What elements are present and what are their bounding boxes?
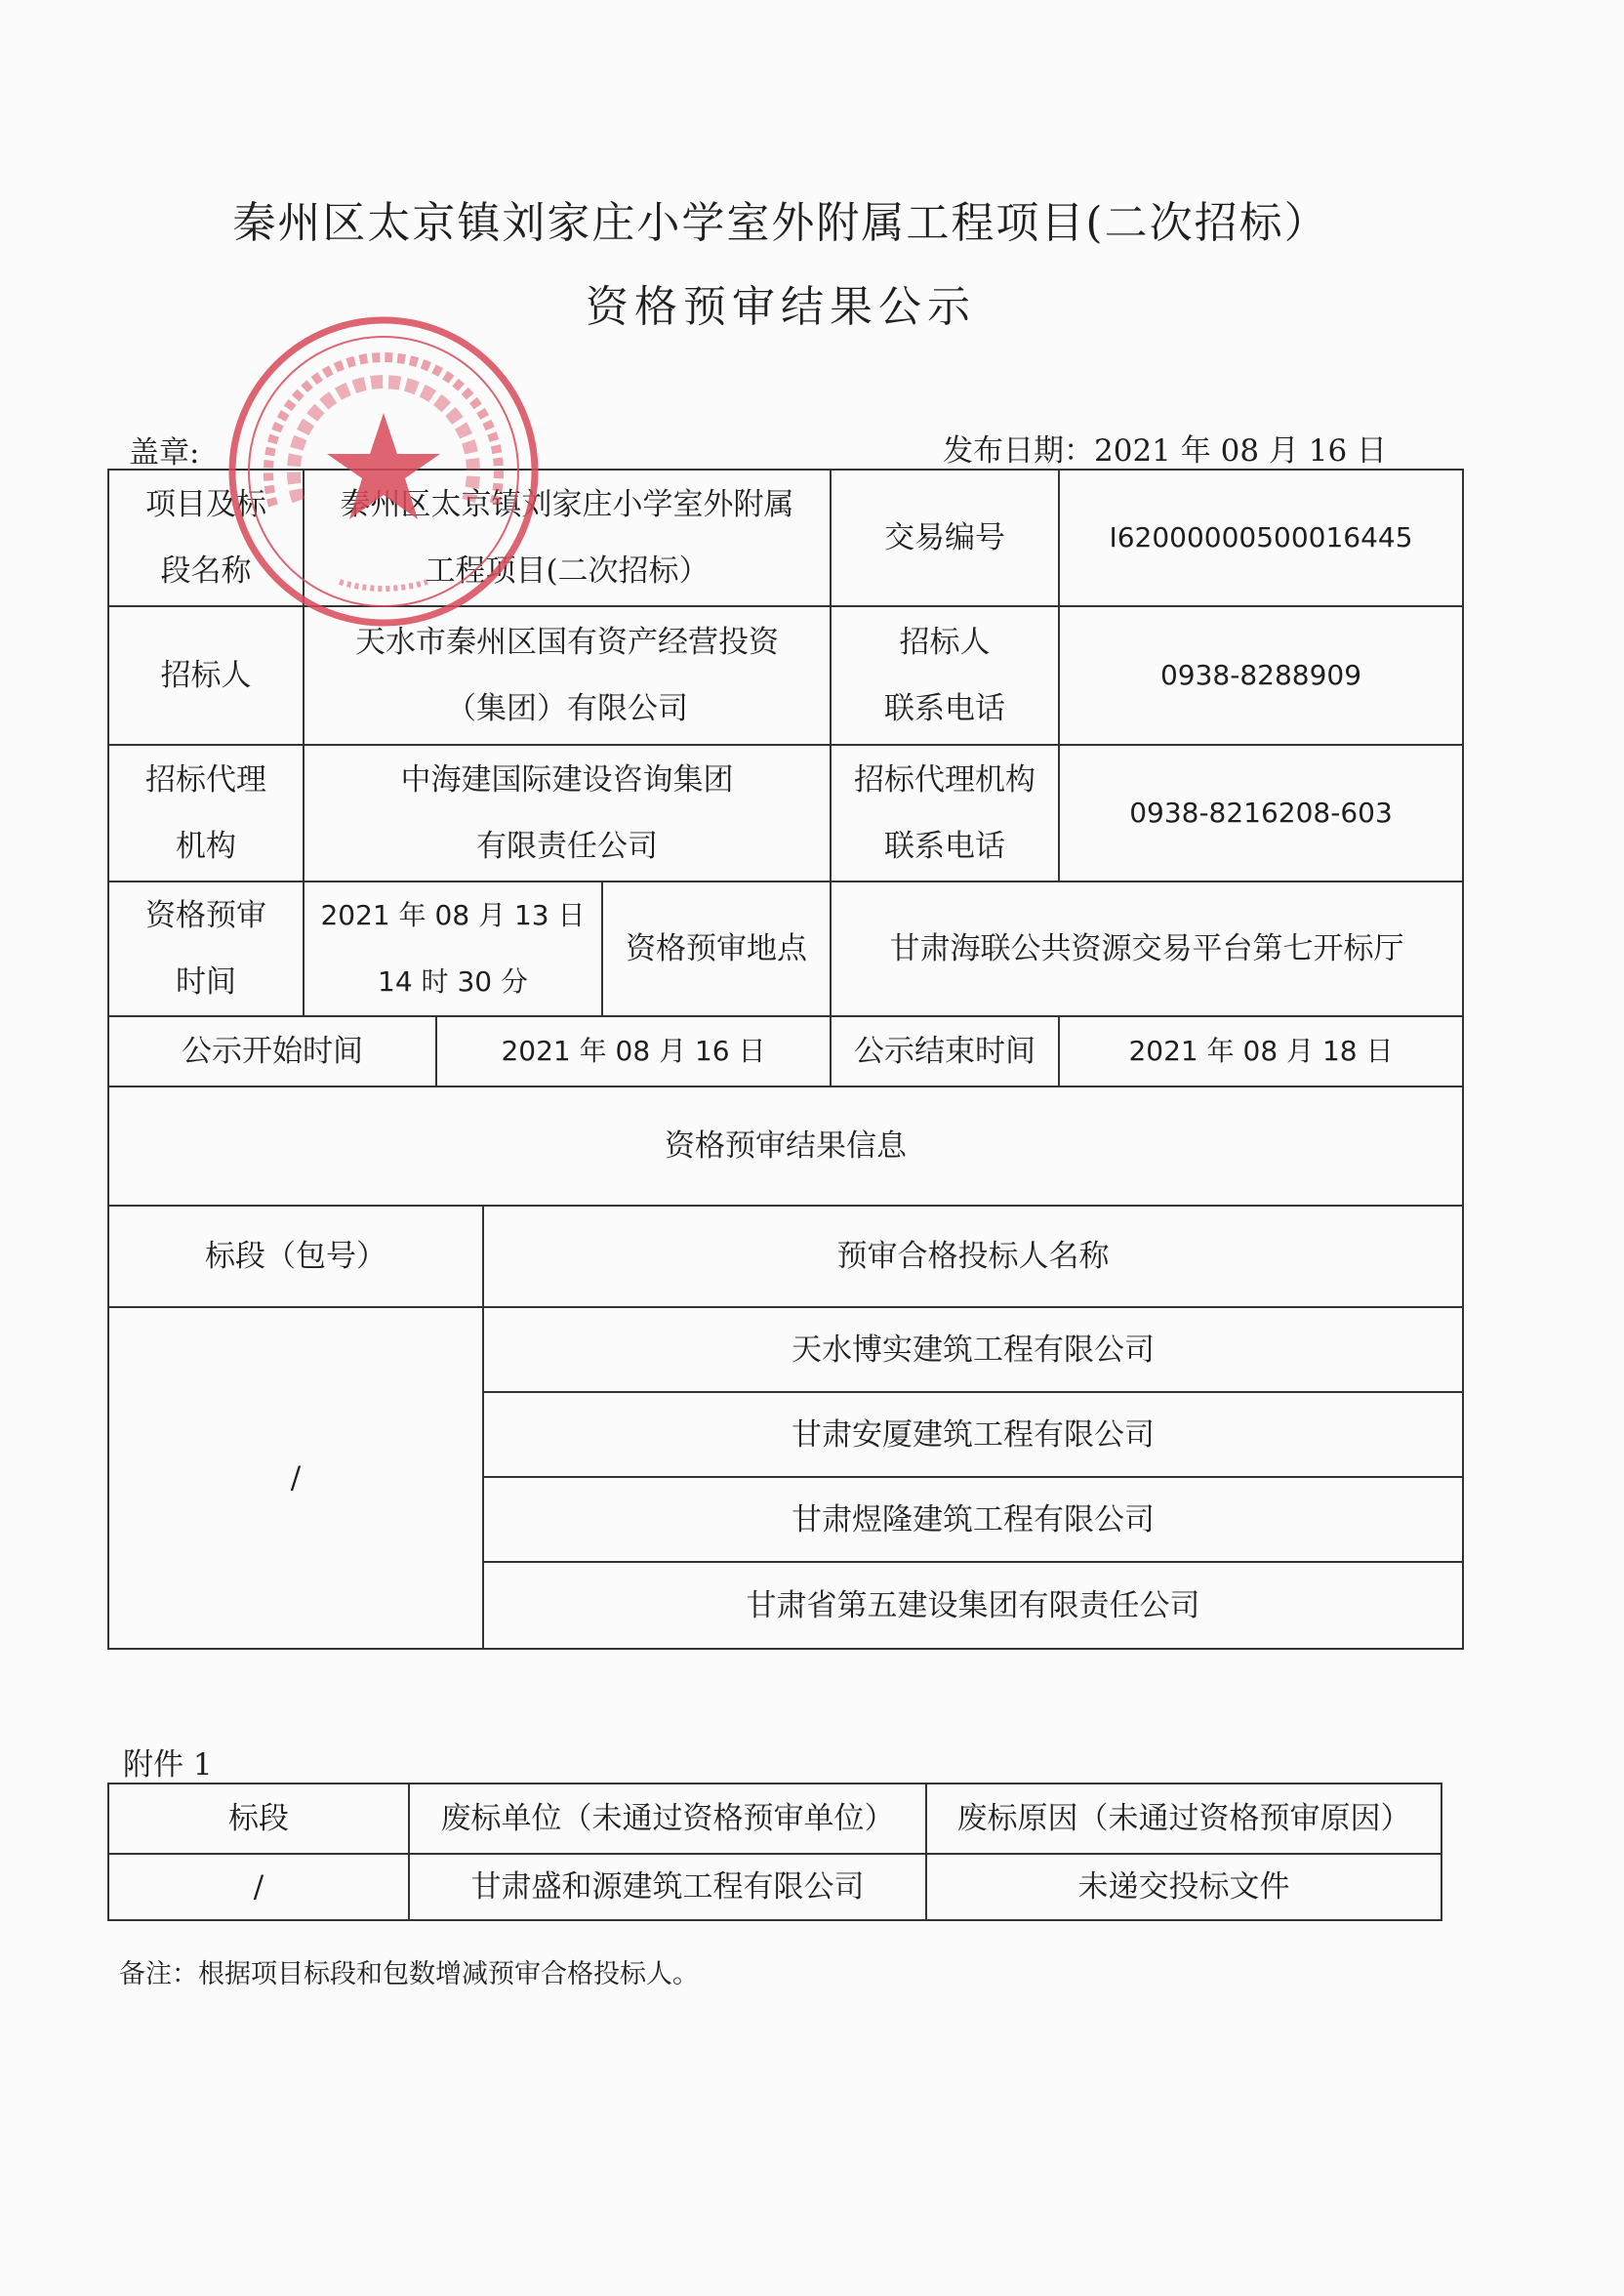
tenderer-value-cell: 天水市秦州区国有资产经营投资 （集团）有限公司 [304,607,832,746]
notice-start-label: 公示开始时间 [109,1017,437,1087]
project-label-cell: 项目及标 段名称 [109,471,304,607]
prequal-time-label-cell: 资格预审 时间 [109,882,304,1017]
prequal-time-value-cell: 2021 年 08 月 13 日 14 时 30 分 [304,882,603,1017]
annex-col-section: 标段 [109,1784,410,1855]
tenderer-phone-value: 0938-8288909 [1060,607,1462,746]
notice-start-value: 2021 年 08 月 16 日 [437,1017,832,1087]
agent-label-cell: 招标代理 机构 [109,746,304,882]
official-seal-icon [223,310,545,633]
project-name-cell: 秦州区太京镇刘家庄小学室外附属 工程项目(二次招标） [304,471,832,607]
results-col-section: 标段（包号） [109,1207,484,1308]
prequal-place-value: 甘肃海联公共资源交易平台第七开标厅 [832,882,1462,1017]
bidder-row: 甘肃安厦建筑工程有限公司 [484,1393,1462,1478]
trade-no-label: 交易编号 [832,471,1060,607]
document-subtitle: 资格预审结果公示 [586,282,976,332]
annex-row-unit: 甘肃盛和源建筑工程有限公司 [410,1855,927,1919]
annex-table [107,1783,1442,1921]
results-col-bidders: 预审合格投标人名称 [484,1207,1462,1308]
agent-value-cell: 中海建国际建设咨询集团 有限责任公司 [304,746,832,882]
agent-phone-value: 0938-8216208-603 [1060,746,1462,882]
notice-end-value: 2021 年 08 月 18 日 [1060,1017,1462,1087]
tenderer-phone-label-cell: 招标人 联系电话 [832,607,1060,746]
annex-row-section: / [109,1855,410,1919]
agent-phone-label-cell: 招标代理机构 联系电话 [832,746,1060,882]
document-title: 秦州区太京镇刘家庄小学室外附属工程项目(二次招标） [232,198,1329,248]
results-header: 资格预审结果信息 [109,1087,1462,1207]
annex-col-unit: 废标单位（未通过资格预审单位） [410,1784,927,1855]
bidder-row: 甘肃煜隆建筑工程有限公司 [484,1478,1462,1563]
prequal-place-label: 资格预审地点 [603,882,832,1017]
seal-label: 盖章: [129,435,200,471]
notice-end-label: 公示结束时间 [832,1017,1060,1087]
annex-label: 附件 1 [123,1747,213,1783]
bidder-row: 天水博实建筑工程有限公司 [484,1308,1462,1393]
remark-note: 备注：根据项目标段和包数增减预审合格投标人。 [119,1959,699,1989]
annex-row-reason: 未递交投标文件 [1077,1869,1290,1905]
results-section-value: / [109,1308,484,1648]
publish-date: 发布日期：2021 年 08 月 16 日 [943,433,1388,469]
tenderer-label: 招标人 [109,607,304,746]
bidder-row: 甘肃省第五建设集团有限责任公司 [746,1587,1200,1623]
info-table [107,469,1464,1650]
annex-col-reason: 废标原因（未通过资格预审原因） [927,1784,1441,1855]
trade-no-value: I62000000500016445 [1060,471,1462,607]
